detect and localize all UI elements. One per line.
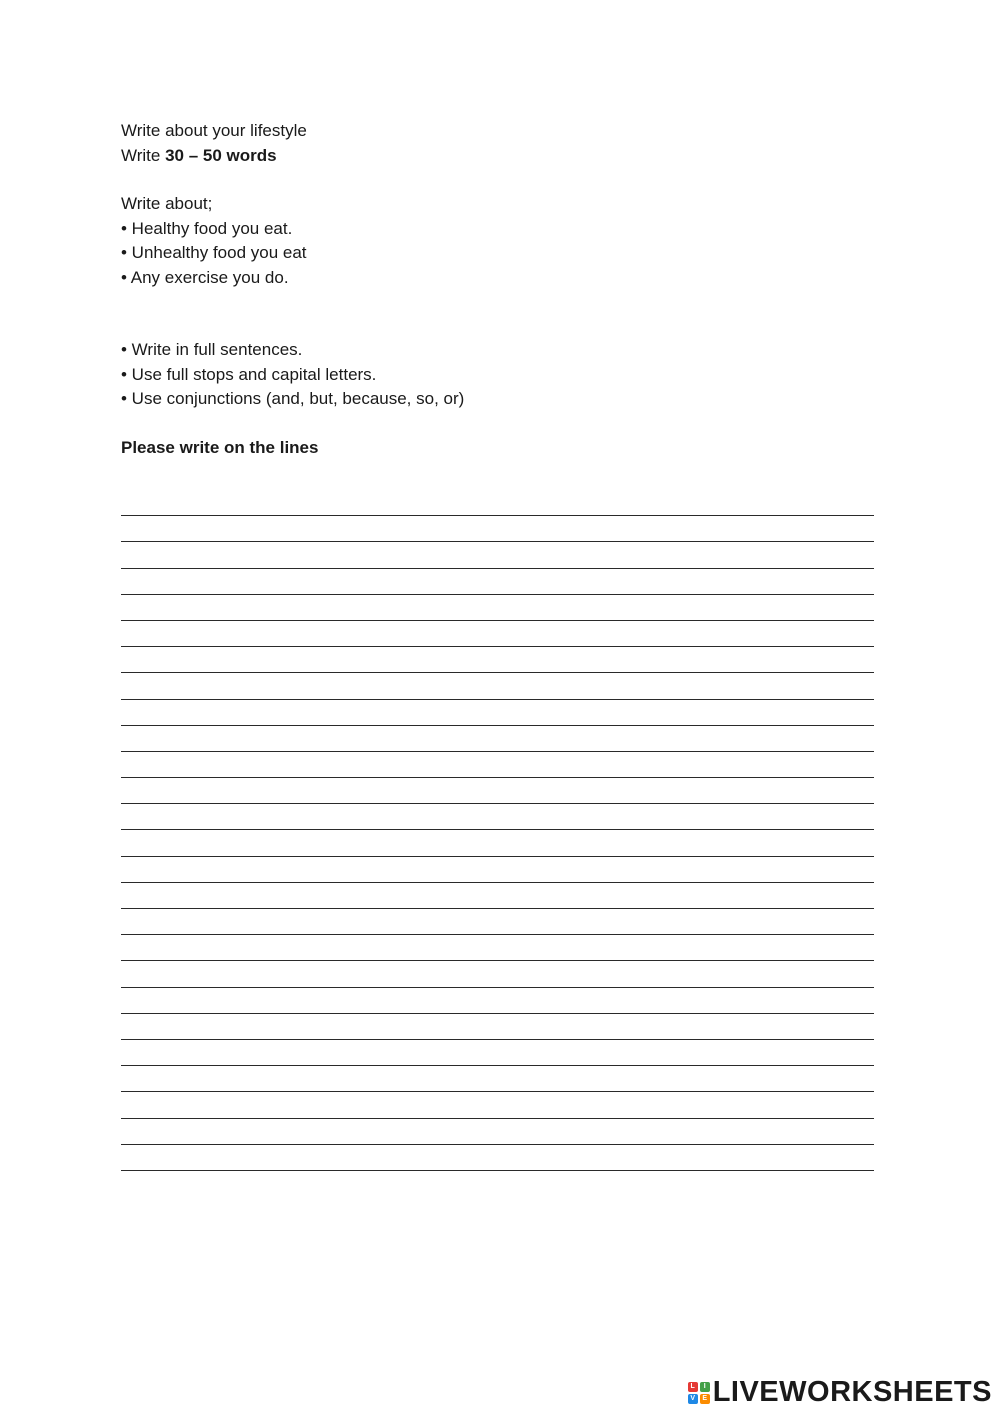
writing-line[interactable] — [121, 1066, 874, 1092]
logo-letter: V — [688, 1394, 698, 1404]
writing-line[interactable] — [121, 700, 874, 726]
writing-line[interactable] — [121, 752, 874, 778]
writing-line[interactable] — [121, 621, 874, 647]
word-count-value: 30 – 50 words — [165, 145, 277, 165]
topic-item: • Unhealthy food you eat — [121, 243, 307, 262]
liveworksheets-logo — [688, 1376, 992, 1409]
writing-line[interactable] — [121, 804, 874, 830]
writing-line[interactable] — [121, 595, 874, 621]
writing-line[interactable] — [121, 1119, 874, 1145]
writing-line[interactable] — [121, 726, 874, 752]
topic-item: • Healthy food you eat. — [121, 218, 293, 238]
writing-area[interactable] — [121, 490, 874, 1171]
writing-line[interactable] — [121, 1014, 874, 1040]
writing-line[interactable] — [121, 857, 874, 883]
writing-line[interactable] — [121, 883, 874, 909]
rule-item: • Use conjunctions (and, but, because, so, or) — [121, 389, 465, 408]
rule-item: • Write in full sentences. — [121, 340, 303, 359]
writing-line[interactable] — [121, 909, 874, 935]
logo-letter: L — [688, 1382, 698, 1392]
lines-instruction: Please write on the lines — [121, 437, 319, 457]
worksheet-instructions — [121, 119, 881, 460]
topics-intro: Write about; — [121, 194, 213, 213]
writing-line[interactable] — [121, 542, 874, 568]
word-count-prefix: Write — [121, 145, 166, 165]
logo-letter: I — [700, 1382, 710, 1392]
writing-line[interactable] — [121, 961, 874, 987]
writing-line[interactable] — [121, 1040, 874, 1066]
rule-item: • Use full stops and capital letters. — [121, 364, 377, 384]
writing-line[interactable] — [121, 1092, 874, 1118]
worksheet-title: Write about your lifestyle — [121, 121, 307, 140]
writing-line[interactable] — [121, 516, 874, 542]
writing-line[interactable] — [121, 673, 874, 699]
brand-name: LIVEWORKSHEETS — [712, 1376, 992, 1408]
writing-line[interactable] — [121, 935, 874, 961]
writing-line[interactable] — [121, 830, 874, 856]
writing-line[interactable] — [121, 569, 874, 595]
writing-line[interactable] — [121, 647, 874, 673]
logo-mark-icon — [688, 1382, 710, 1404]
logo-letter: E — [700, 1394, 710, 1404]
topic-item: • Any exercise you do. — [121, 267, 289, 287]
word-count-requirement — [121, 144, 881, 169]
writing-line[interactable] — [121, 778, 874, 804]
writing-line[interactable] — [121, 988, 874, 1014]
writing-line[interactable] — [121, 490, 874, 516]
writing-line[interactable] — [121, 1145, 874, 1171]
